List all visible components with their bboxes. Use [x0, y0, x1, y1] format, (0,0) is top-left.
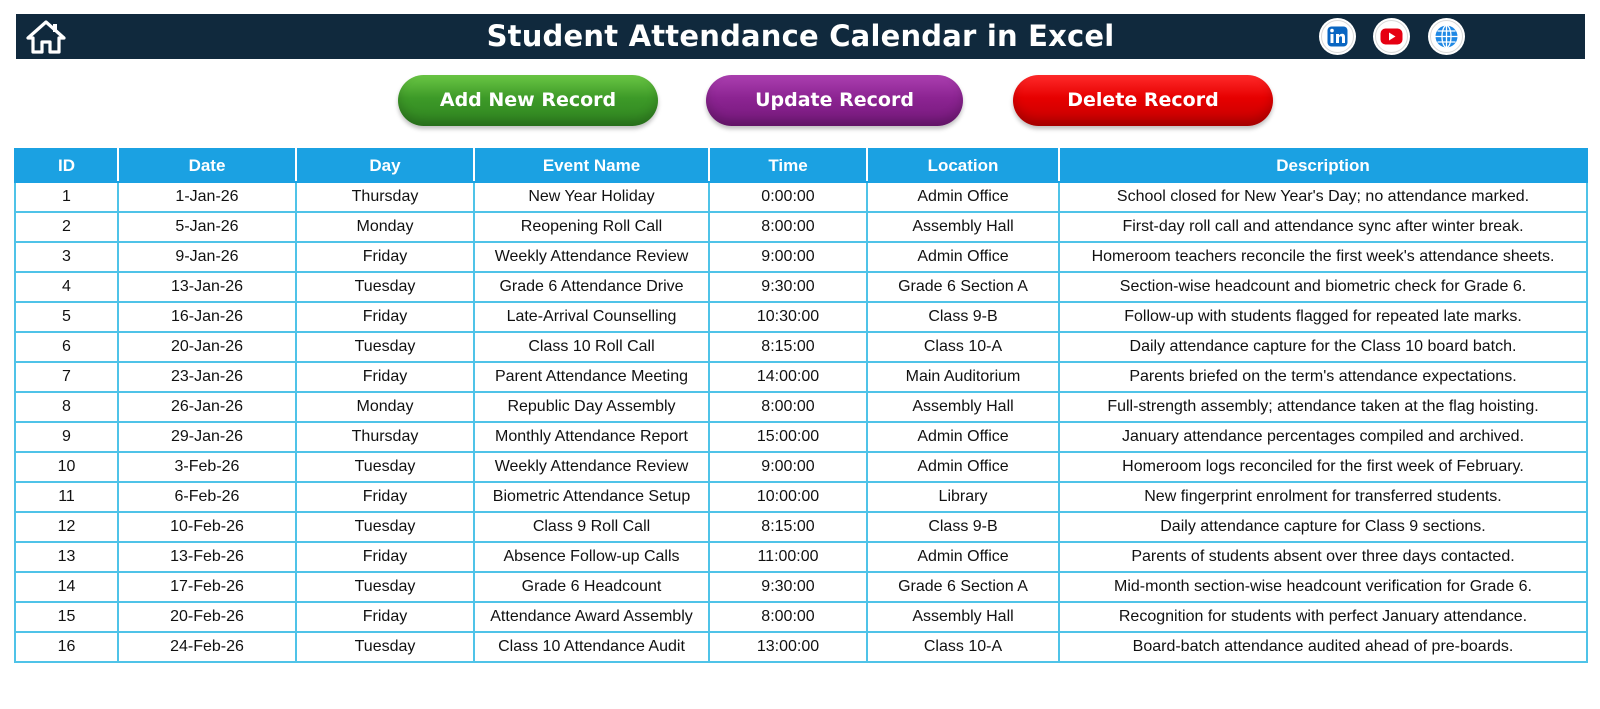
cell-day[interactable]: Friday — [296, 242, 474, 272]
cell-id[interactable]: 11 — [15, 482, 118, 512]
cell-location[interactable]: Admin Office — [867, 542, 1059, 572]
cell-time[interactable]: 9:30:00 — [709, 272, 867, 302]
cell-day[interactable]: Friday — [296, 602, 474, 632]
cell-event-name[interactable]: Class 10 Roll Call — [474, 332, 709, 362]
add-new-record-button[interactable]: Add New Record — [398, 75, 658, 126]
table-row[interactable] — [15, 392, 1587, 422]
cell-event-name[interactable]: Weekly Attendance Review — [474, 242, 709, 272]
cell-location[interactable]: Admin Office — [867, 422, 1059, 452]
cell-day[interactable]: Tuesday — [296, 572, 474, 602]
cell-id[interactable]: 1 — [15, 182, 118, 212]
cell-date[interactable]: 1-Jan-26 — [118, 182, 296, 212]
cell-event-name[interactable]: Late-Arrival Counselling — [474, 302, 709, 332]
table-row[interactable] — [15, 572, 1587, 602]
cell-event-name[interactable]: Class 10 Attendance Audit — [474, 632, 709, 662]
cell-location[interactable]: Library — [867, 482, 1059, 512]
cell-id[interactable]: 8 — [15, 392, 118, 422]
cell-date[interactable]: 17-Feb-26 — [118, 572, 296, 602]
cell-id[interactable]: 7 — [15, 362, 118, 392]
cell-time[interactable]: 13:00:00 — [709, 632, 867, 662]
attendance-records-table — [14, 148, 1588, 663]
cell-day[interactable]: Monday — [296, 212, 474, 242]
table-row[interactable] — [15, 182, 1587, 212]
column-header-day[interactable]: Day — [296, 149, 474, 182]
cell-description[interactable]: Recognition for students with perfect January attendance. — [1059, 602, 1587, 632]
cell-day[interactable]: Friday — [296, 482, 474, 512]
cell-date[interactable]: 16-Jan-26 — [118, 302, 296, 332]
cell-location[interactable]: Class 9-B — [867, 512, 1059, 542]
table-row[interactable] — [15, 272, 1587, 302]
title-bar — [16, 14, 1585, 59]
cell-event-name[interactable]: Attendance Award Assembly — [474, 602, 709, 632]
cell-description[interactable]: January attendance percentages compiled and archived. — [1059, 422, 1587, 452]
table-row[interactable] — [15, 302, 1587, 332]
youtube-icon[interactable] — [1373, 18, 1410, 55]
cell-id[interactable]: 10 — [15, 452, 118, 482]
table-row[interactable] — [15, 482, 1587, 512]
column-header-time[interactable]: Time — [709, 149, 867, 182]
table-row[interactable] — [15, 512, 1587, 542]
cell-description[interactable]: First-day roll call and attendance sync after winter break. — [1059, 212, 1587, 242]
cell-location[interactable]: Admin Office — [867, 182, 1059, 212]
table-row[interactable] — [15, 632, 1587, 662]
cell-location[interactable]: Assembly Hall — [867, 392, 1059, 422]
cell-day[interactable]: Tuesday — [296, 332, 474, 362]
cell-id[interactable]: 16 — [15, 632, 118, 662]
column-header-date[interactable]: Date — [118, 149, 296, 182]
table-row[interactable] — [15, 602, 1587, 632]
table-row[interactable] — [15, 332, 1587, 362]
cell-location[interactable]: Admin Office — [867, 242, 1059, 272]
cell-id[interactable]: 9 — [15, 422, 118, 452]
delete-record-button[interactable]: Delete Record — [1013, 75, 1273, 126]
cell-location[interactable]: Class 10-A — [867, 632, 1059, 662]
update-record-button[interactable]: Update Record — [706, 75, 963, 126]
cell-time[interactable]: 8:00:00 — [709, 212, 867, 242]
cell-time[interactable]: 9:30:00 — [709, 572, 867, 602]
cell-event-name[interactable]: Parent Attendance Meeting — [474, 362, 709, 392]
cell-description[interactable]: Section-wise headcount and biometric check for Grade 6. — [1059, 272, 1587, 302]
cell-date[interactable]: 13-Feb-26 — [118, 542, 296, 572]
cell-location[interactable]: Main Auditorium — [867, 362, 1059, 392]
cell-date[interactable]: 20-Jan-26 — [118, 332, 296, 362]
table-body — [15, 182, 1587, 662]
cell-id[interactable]: 13 — [15, 542, 118, 572]
cell-date[interactable]: 29-Jan-26 — [118, 422, 296, 452]
column-header-location[interactable]: Location — [867, 149, 1059, 182]
cell-id[interactable]: 3 — [15, 242, 118, 272]
cell-time[interactable]: 8:00:00 — [709, 602, 867, 632]
cell-description[interactable]: New fingerprint enrolment for transferred students. — [1059, 482, 1587, 512]
table-row[interactable] — [15, 242, 1587, 272]
cell-date[interactable]: 6-Feb-26 — [118, 482, 296, 512]
cell-event-name[interactable]: Biometric Attendance Setup — [474, 482, 709, 512]
table-header-row — [15, 149, 1587, 182]
cell-time[interactable]: 14:00:00 — [709, 362, 867, 392]
cell-id[interactable]: 4 — [15, 272, 118, 302]
cell-location[interactable]: Grade 6 Section A — [867, 272, 1059, 302]
linkedin-icon[interactable] — [1319, 18, 1356, 55]
cell-time[interactable]: 9:00:00 — [709, 452, 867, 482]
cell-location[interactable]: Assembly Hall — [867, 602, 1059, 632]
cell-time[interactable]: 15:00:00 — [709, 422, 867, 452]
cell-event-name[interactable]: Grade 6 Headcount — [474, 572, 709, 602]
cell-time[interactable]: 8:00:00 — [709, 392, 867, 422]
cell-location[interactable]: Grade 6 Section A — [867, 572, 1059, 602]
cell-id[interactable]: 14 — [15, 572, 118, 602]
website-globe-icon[interactable] — [1428, 18, 1465, 55]
table-row[interactable] — [15, 212, 1587, 242]
cell-day[interactable]: Tuesday — [296, 512, 474, 542]
cell-description[interactable]: Homeroom teachers reconcile the first week's attendance sheets. — [1059, 242, 1587, 272]
column-header-event-name[interactable]: Event Name — [474, 149, 709, 182]
cell-description[interactable]: Homeroom logs reconciled for the first week of February. — [1059, 452, 1587, 482]
cell-location[interactable]: Class 9-B — [867, 302, 1059, 332]
cell-id[interactable]: 6 — [15, 332, 118, 362]
cell-location[interactable]: Assembly Hall — [867, 212, 1059, 242]
cell-id[interactable]: 12 — [15, 512, 118, 542]
cell-day[interactable]: Tuesday — [296, 272, 474, 302]
cell-day[interactable]: Tuesday — [296, 452, 474, 482]
cell-date[interactable]: 5-Jan-26 — [118, 212, 296, 242]
cell-description[interactable]: Follow-up with students flagged for repeated late marks. — [1059, 302, 1587, 332]
cell-event-name[interactable]: Absence Follow-up Calls — [474, 542, 709, 572]
cell-time[interactable]: 10:30:00 — [709, 302, 867, 332]
cell-description[interactable]: Daily attendance capture for Class 9 sections. — [1059, 512, 1587, 542]
cell-time[interactable]: 0:00:00 — [709, 182, 867, 212]
cell-date[interactable]: 9-Jan-26 — [118, 242, 296, 272]
cell-description[interactable]: Parents of students absent over three days contacted. — [1059, 542, 1587, 572]
cell-day[interactable]: Thursday — [296, 182, 474, 212]
cell-location[interactable]: Admin Office — [867, 452, 1059, 482]
cell-location[interactable]: Class 10-A — [867, 332, 1059, 362]
table-row[interactable] — [15, 542, 1587, 572]
cell-id[interactable]: 2 — [15, 212, 118, 242]
cell-time[interactable]: 10:00:00 — [709, 482, 867, 512]
cell-event-name[interactable]: Weekly Attendance Review — [474, 452, 709, 482]
cell-id[interactable]: 15 — [15, 602, 118, 632]
cell-date[interactable]: 10-Feb-26 — [118, 512, 296, 542]
cell-date[interactable]: 3-Feb-26 — [118, 452, 296, 482]
cell-time[interactable]: 11:00:00 — [709, 542, 867, 572]
cell-event-name[interactable]: New Year Holiday — [474, 182, 709, 212]
cell-day[interactable]: Monday — [296, 392, 474, 422]
cell-time[interactable]: 8:15:00 — [709, 332, 867, 362]
table-row[interactable] — [15, 362, 1587, 392]
cell-description[interactable]: Full-strength assembly; attendance taken at the flag hoisting. — [1059, 392, 1587, 422]
cell-date[interactable]: 13-Jan-26 — [118, 272, 296, 302]
table-row[interactable] — [15, 422, 1587, 452]
cell-description[interactable]: Board-batch attendance audited ahead of pre-boards. — [1059, 632, 1587, 662]
cell-description[interactable]: Daily attendance capture for the Class 10 board batch. — [1059, 332, 1587, 362]
page-title: Student Attendance Calendar in Excel — [486, 19, 1115, 53]
cell-event-name[interactable]: Reopening Roll Call — [474, 212, 709, 242]
cell-id[interactable]: 5 — [15, 302, 118, 332]
cell-date[interactable]: 24-Feb-26 — [118, 632, 296, 662]
column-header-id[interactable]: ID — [15, 149, 118, 182]
table-row[interactable] — [15, 452, 1587, 482]
cell-event-name[interactable]: Class 9 Roll Call — [474, 512, 709, 542]
cell-description[interactable]: School closed for New Year's Day; no attendance marked. — [1059, 182, 1587, 212]
cell-day[interactable]: Friday — [296, 362, 474, 392]
cell-description[interactable]: Parents briefed on the term's attendance expectations. — [1059, 362, 1587, 392]
cell-date[interactable]: 20-Feb-26 — [118, 602, 296, 632]
cell-date[interactable]: 26-Jan-26 — [118, 392, 296, 422]
cell-time[interactable]: 8:15:00 — [709, 512, 867, 542]
cell-event-name[interactable]: Grade 6 Attendance Drive — [474, 272, 709, 302]
cell-time[interactable]: 9:00:00 — [709, 242, 867, 272]
cell-date[interactable]: 23-Jan-26 — [118, 362, 296, 392]
cell-day[interactable]: Thursday — [296, 422, 474, 452]
cell-event-name[interactable]: Monthly Attendance Report — [474, 422, 709, 452]
cell-day[interactable]: Tuesday — [296, 632, 474, 662]
cell-event-name[interactable]: Republic Day Assembly — [474, 392, 709, 422]
cell-day[interactable]: Friday — [296, 542, 474, 572]
column-header-description[interactable]: Description — [1059, 149, 1587, 182]
cell-description[interactable]: Mid-month section-wise headcount verification for Grade 6. — [1059, 572, 1587, 602]
cell-day[interactable]: Friday — [296, 302, 474, 332]
